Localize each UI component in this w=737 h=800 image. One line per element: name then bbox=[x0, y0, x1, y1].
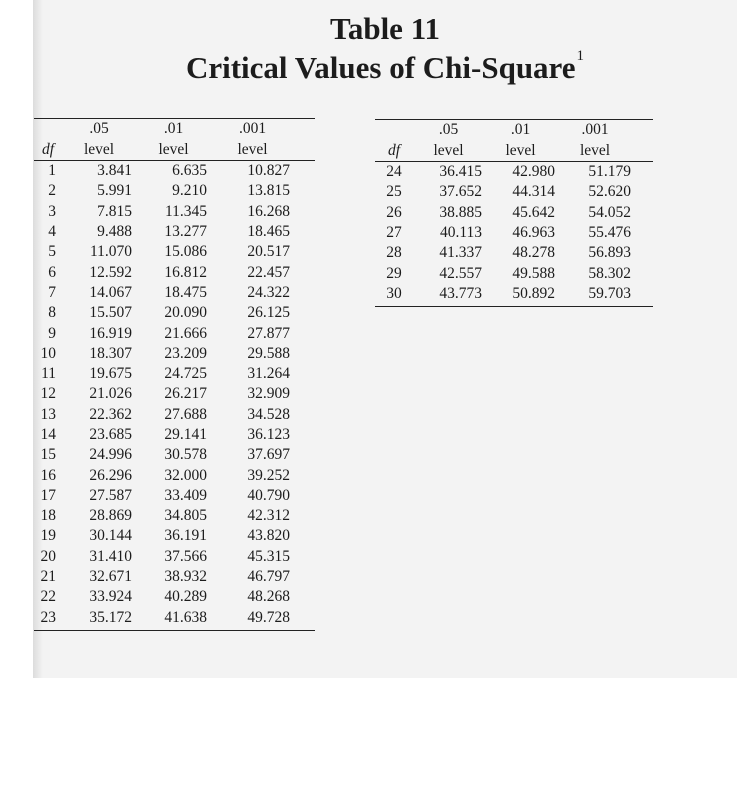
table-row bbox=[34, 181, 315, 201]
df-cell: 20 bbox=[40, 547, 56, 565]
header-level: level bbox=[557, 140, 633, 162]
df-cell: 19 bbox=[40, 527, 56, 545]
row-spacer bbox=[633, 162, 653, 183]
p001-value-cell: 56.893 bbox=[588, 244, 631, 262]
p001-value-cell: 43.820 bbox=[247, 527, 290, 545]
row-spacer bbox=[294, 202, 315, 222]
header-level: level bbox=[413, 140, 484, 162]
p01-value-cell: 34.805 bbox=[164, 507, 207, 525]
p01-value-cell: 48.278 bbox=[512, 244, 555, 262]
p001-value-cell: 55.476 bbox=[588, 224, 631, 242]
p05-value-cell: 30.144 bbox=[89, 527, 132, 545]
row-spacer bbox=[294, 526, 315, 546]
table-row bbox=[34, 222, 315, 242]
p05-value-cell: 22.362 bbox=[89, 405, 132, 423]
header-p01: .01 bbox=[136, 119, 211, 140]
p01-value-cell: 45.642 bbox=[512, 203, 555, 221]
df-cell: 3 bbox=[48, 202, 56, 220]
table-row bbox=[34, 262, 315, 282]
p01-value-cell: 37.566 bbox=[164, 547, 207, 565]
p05-value-cell: 28.869 bbox=[89, 507, 132, 525]
table-row bbox=[375, 162, 653, 183]
row-spacer bbox=[294, 425, 315, 445]
subtitle-text: Critical Values of Chi-Square bbox=[185, 50, 576, 85]
table-row bbox=[375, 223, 653, 243]
header-p05: .05 bbox=[62, 119, 136, 140]
p01-value-cell: 15.086 bbox=[164, 243, 207, 261]
p05-value-cell: 3.841 bbox=[97, 162, 132, 180]
p001-value-cell: 58.302 bbox=[588, 264, 631, 282]
p001-value-cell: 48.268 bbox=[247, 588, 290, 606]
chi-square-table-left bbox=[34, 118, 315, 631]
chi-square-table-right bbox=[375, 119, 653, 307]
p05-value-cell: 7.815 bbox=[97, 202, 132, 220]
header-level: level bbox=[484, 140, 557, 162]
p01-value-cell: 38.932 bbox=[164, 568, 207, 586]
df-cell: 11 bbox=[41, 365, 56, 383]
p001-value-cell: 26.125 bbox=[247, 304, 290, 322]
table-row bbox=[34, 283, 315, 303]
df-cell: 23 bbox=[34, 608, 62, 631]
p01-value-cell: 20.090 bbox=[164, 304, 207, 322]
p05-value-cell: 24.996 bbox=[89, 446, 132, 464]
p01-value-cell: 13.277 bbox=[164, 223, 207, 241]
row-spacer bbox=[294, 323, 315, 343]
header-row-significance bbox=[375, 120, 653, 141]
p01-value-cell: 6.635 bbox=[172, 162, 207, 180]
table-row bbox=[375, 182, 653, 202]
p05-value-cell: 40.113 bbox=[439, 224, 482, 242]
p05-value-cell: 32.671 bbox=[89, 568, 132, 586]
p05-value-cell: 21.026 bbox=[89, 385, 132, 403]
p001-value-cell: 31.264 bbox=[247, 365, 290, 383]
table-row bbox=[34, 526, 315, 546]
df-cell: 6 bbox=[48, 263, 56, 281]
header-p01: .01 bbox=[484, 120, 557, 141]
p001-value-cell: 32.909 bbox=[247, 385, 290, 403]
df-cell: 22 bbox=[40, 588, 56, 606]
df-cell: 1 bbox=[48, 162, 56, 180]
df-cell: 10 bbox=[40, 344, 56, 362]
df-cell: 12 bbox=[40, 385, 56, 403]
df-cell: 9 bbox=[48, 324, 56, 342]
p01-value-cell: 27.688 bbox=[164, 405, 207, 423]
p001-value-cell: 52.620 bbox=[588, 183, 631, 201]
p001-value-cell: 54.052 bbox=[588, 203, 631, 221]
header-blank bbox=[375, 120, 413, 141]
p01-value-cell: 33.409 bbox=[164, 486, 207, 504]
row-spacer bbox=[294, 405, 315, 425]
table-row bbox=[34, 344, 315, 364]
row-spacer bbox=[294, 283, 315, 303]
table-row bbox=[375, 263, 653, 283]
p001-value-cell: 40.790 bbox=[247, 486, 290, 504]
p01-value-cell: 49.588 bbox=[512, 264, 555, 282]
p05-value-cell: 18.307 bbox=[89, 344, 132, 362]
row-spacer bbox=[294, 303, 315, 323]
header-blank bbox=[34, 119, 62, 140]
table-row bbox=[34, 506, 315, 526]
p01-value-cell: 44.314 bbox=[512, 183, 555, 201]
table-row bbox=[34, 303, 315, 323]
df-cell: 21 bbox=[40, 568, 56, 586]
table-row bbox=[34, 161, 315, 182]
p01-value-cell: 11.345 bbox=[164, 202, 207, 220]
p001-value-cell: 39.252 bbox=[247, 466, 290, 484]
header-df: df bbox=[34, 139, 62, 161]
p01-value-cell: 9.210 bbox=[172, 182, 207, 200]
row-spacer bbox=[294, 608, 315, 631]
p05-value-cell: 33.924 bbox=[89, 588, 132, 606]
header-p05: .05 bbox=[413, 120, 484, 141]
p05-value-cell: 16.919 bbox=[89, 324, 132, 342]
p05-value-cell: 38.885 bbox=[439, 203, 482, 221]
p001-value-cell: 46.797 bbox=[247, 568, 290, 586]
row-spacer bbox=[294, 384, 315, 404]
table-row bbox=[34, 242, 315, 262]
p001-value-cell: 59.703 bbox=[557, 284, 633, 307]
row-spacer bbox=[294, 344, 315, 364]
row-spacer bbox=[294, 445, 315, 465]
table-row bbox=[34, 384, 315, 404]
row-spacer bbox=[294, 506, 315, 526]
p05-value-cell: 37.652 bbox=[439, 183, 482, 201]
p01-value-cell: 42.980 bbox=[512, 163, 555, 181]
table-body-left bbox=[34, 161, 315, 631]
p05-value-cell: 41.337 bbox=[439, 244, 482, 262]
p01-value-cell: 30.578 bbox=[164, 446, 207, 464]
df-cell: 26 bbox=[386, 203, 402, 221]
p01-value-cell: 24.725 bbox=[164, 365, 207, 383]
p001-value-cell: 36.123 bbox=[247, 426, 290, 443]
p001-value-cell: 49.728 bbox=[211, 608, 294, 631]
p05-value-cell: 42.557 bbox=[439, 264, 482, 282]
p01-value-cell: 32.000 bbox=[164, 466, 207, 484]
row-spacer bbox=[294, 181, 315, 201]
header-spacer bbox=[633, 120, 653, 141]
df-cell: 14 bbox=[40, 426, 56, 443]
p01-value-cell: 26.217 bbox=[164, 385, 207, 403]
footnote-marker: 1 bbox=[576, 48, 585, 64]
table-row bbox=[34, 567, 315, 587]
p01-value-cell: 46.963 bbox=[512, 224, 555, 242]
header-row-level bbox=[34, 139, 315, 161]
p05-value-cell: 31.410 bbox=[89, 547, 132, 565]
table-subtitle bbox=[33, 48, 737, 85]
p05-value-cell: 11.070 bbox=[89, 243, 132, 261]
row-spacer bbox=[633, 263, 653, 283]
row-spacer bbox=[294, 161, 315, 182]
table-row bbox=[34, 364, 315, 384]
row-spacer bbox=[633, 223, 653, 243]
p001-value-cell: 34.528 bbox=[247, 405, 290, 423]
table-body-right bbox=[375, 162, 653, 307]
p05-value-cell: 15.507 bbox=[89, 304, 132, 322]
p01-value-cell: 36.191 bbox=[164, 527, 207, 545]
p001-value-cell: 10.827 bbox=[247, 162, 290, 180]
row-spacer bbox=[294, 465, 315, 485]
p001-value-cell: 45.315 bbox=[247, 547, 290, 565]
df-cell: 24 bbox=[386, 163, 402, 181]
row-spacer bbox=[294, 242, 315, 262]
table-row bbox=[34, 202, 315, 222]
p05-value-cell: 9.488 bbox=[97, 223, 132, 241]
table-row bbox=[34, 547, 315, 567]
p001-value-cell: 22.457 bbox=[247, 263, 290, 281]
row-spacer bbox=[294, 364, 315, 384]
row-spacer bbox=[633, 182, 653, 202]
p01-value-cell: 23.209 bbox=[164, 344, 207, 362]
p01-value-cell: 40.289 bbox=[164, 588, 207, 606]
p05-value-cell: 19.675 bbox=[89, 365, 132, 383]
p001-value-cell: 27.877 bbox=[247, 324, 290, 342]
table-row bbox=[34, 425, 315, 445]
df-cell: 4 bbox=[48, 223, 56, 241]
df-cell: 5 bbox=[48, 243, 56, 261]
df-cell: 27 bbox=[386, 224, 402, 242]
p001-value-cell: 20.517 bbox=[247, 243, 290, 261]
header-spacer bbox=[633, 140, 653, 162]
table-row bbox=[34, 465, 315, 485]
p01-value-cell: 41.638 bbox=[136, 608, 211, 631]
header-df: df bbox=[375, 140, 413, 162]
p05-value-cell: 26.296 bbox=[89, 466, 132, 484]
table-row bbox=[34, 608, 315, 631]
row-spacer bbox=[294, 262, 315, 282]
p01-value-cell: 16.812 bbox=[164, 263, 207, 281]
df-cell: 18 bbox=[40, 507, 56, 525]
p05-value-cell: 27.587 bbox=[89, 486, 132, 504]
table-title: Table 11 bbox=[330, 11, 440, 46]
table-row bbox=[34, 323, 315, 343]
df-cell: 13 bbox=[40, 405, 56, 423]
row-spacer bbox=[633, 203, 653, 223]
df-cell: 15 bbox=[40, 446, 56, 464]
p01-value-cell: 29.141 bbox=[164, 426, 207, 443]
header-row-significance bbox=[34, 119, 315, 140]
df-cell: 25 bbox=[386, 183, 402, 201]
table-row bbox=[34, 405, 315, 425]
header-p001: .001 bbox=[557, 120, 633, 141]
p01-value-cell: 21.666 bbox=[164, 324, 207, 342]
p001-value-cell: 51.179 bbox=[588, 163, 631, 181]
row-spacer bbox=[294, 222, 315, 242]
df-cell: 7 bbox=[48, 283, 56, 301]
p05-value-cell: 5.991 bbox=[97, 182, 132, 200]
table-row bbox=[34, 587, 315, 607]
row-spacer bbox=[294, 567, 315, 587]
p01-value-cell: 50.892 bbox=[484, 284, 557, 307]
p05-value-cell: 23.685 bbox=[89, 426, 132, 443]
header-level: level bbox=[211, 139, 294, 161]
header-spacer bbox=[294, 119, 315, 140]
header-p001: .001 bbox=[211, 119, 294, 140]
df-cell: 29 bbox=[386, 264, 402, 282]
df-cell: 2 bbox=[48, 182, 56, 200]
row-spacer bbox=[633, 243, 653, 263]
table-row bbox=[375, 284, 653, 307]
p05-value-cell: 35.172 bbox=[62, 608, 136, 631]
p05-value-cell: 36.415 bbox=[439, 163, 482, 181]
row-spacer bbox=[294, 547, 315, 567]
table-row bbox=[375, 243, 653, 263]
df-cell: 8 bbox=[48, 304, 56, 322]
header-level: level bbox=[136, 139, 211, 161]
header-level: level bbox=[62, 139, 136, 161]
df-cell: 28 bbox=[386, 244, 402, 262]
p05-value-cell: 12.592 bbox=[89, 263, 132, 281]
row-spacer bbox=[294, 587, 315, 607]
p05-value-cell: 14.067 bbox=[89, 283, 132, 301]
row-spacer bbox=[294, 486, 315, 506]
row-spacer bbox=[633, 284, 653, 307]
table-row bbox=[34, 445, 315, 465]
p001-value-cell: 29.588 bbox=[247, 344, 290, 362]
p01-value-cell: 18.475 bbox=[164, 283, 207, 301]
p001-value-cell: 13.815 bbox=[247, 182, 290, 200]
table-row bbox=[34, 486, 315, 506]
df-cell: 16 bbox=[40, 466, 56, 484]
p05-value-cell: 43.773 bbox=[413, 284, 484, 307]
p001-value-cell: 42.312 bbox=[247, 507, 290, 525]
header-row-level bbox=[375, 140, 653, 162]
df-cell: 30 bbox=[375, 284, 413, 307]
header-spacer bbox=[294, 139, 315, 161]
df-cell: 17 bbox=[40, 486, 56, 504]
table-row bbox=[375, 203, 653, 223]
p001-value-cell: 24.322 bbox=[247, 283, 290, 301]
p001-value-cell: 18.465 bbox=[247, 223, 290, 241]
p001-value-cell: 37.697 bbox=[247, 446, 290, 464]
p001-value-cell: 16.268 bbox=[247, 202, 290, 220]
